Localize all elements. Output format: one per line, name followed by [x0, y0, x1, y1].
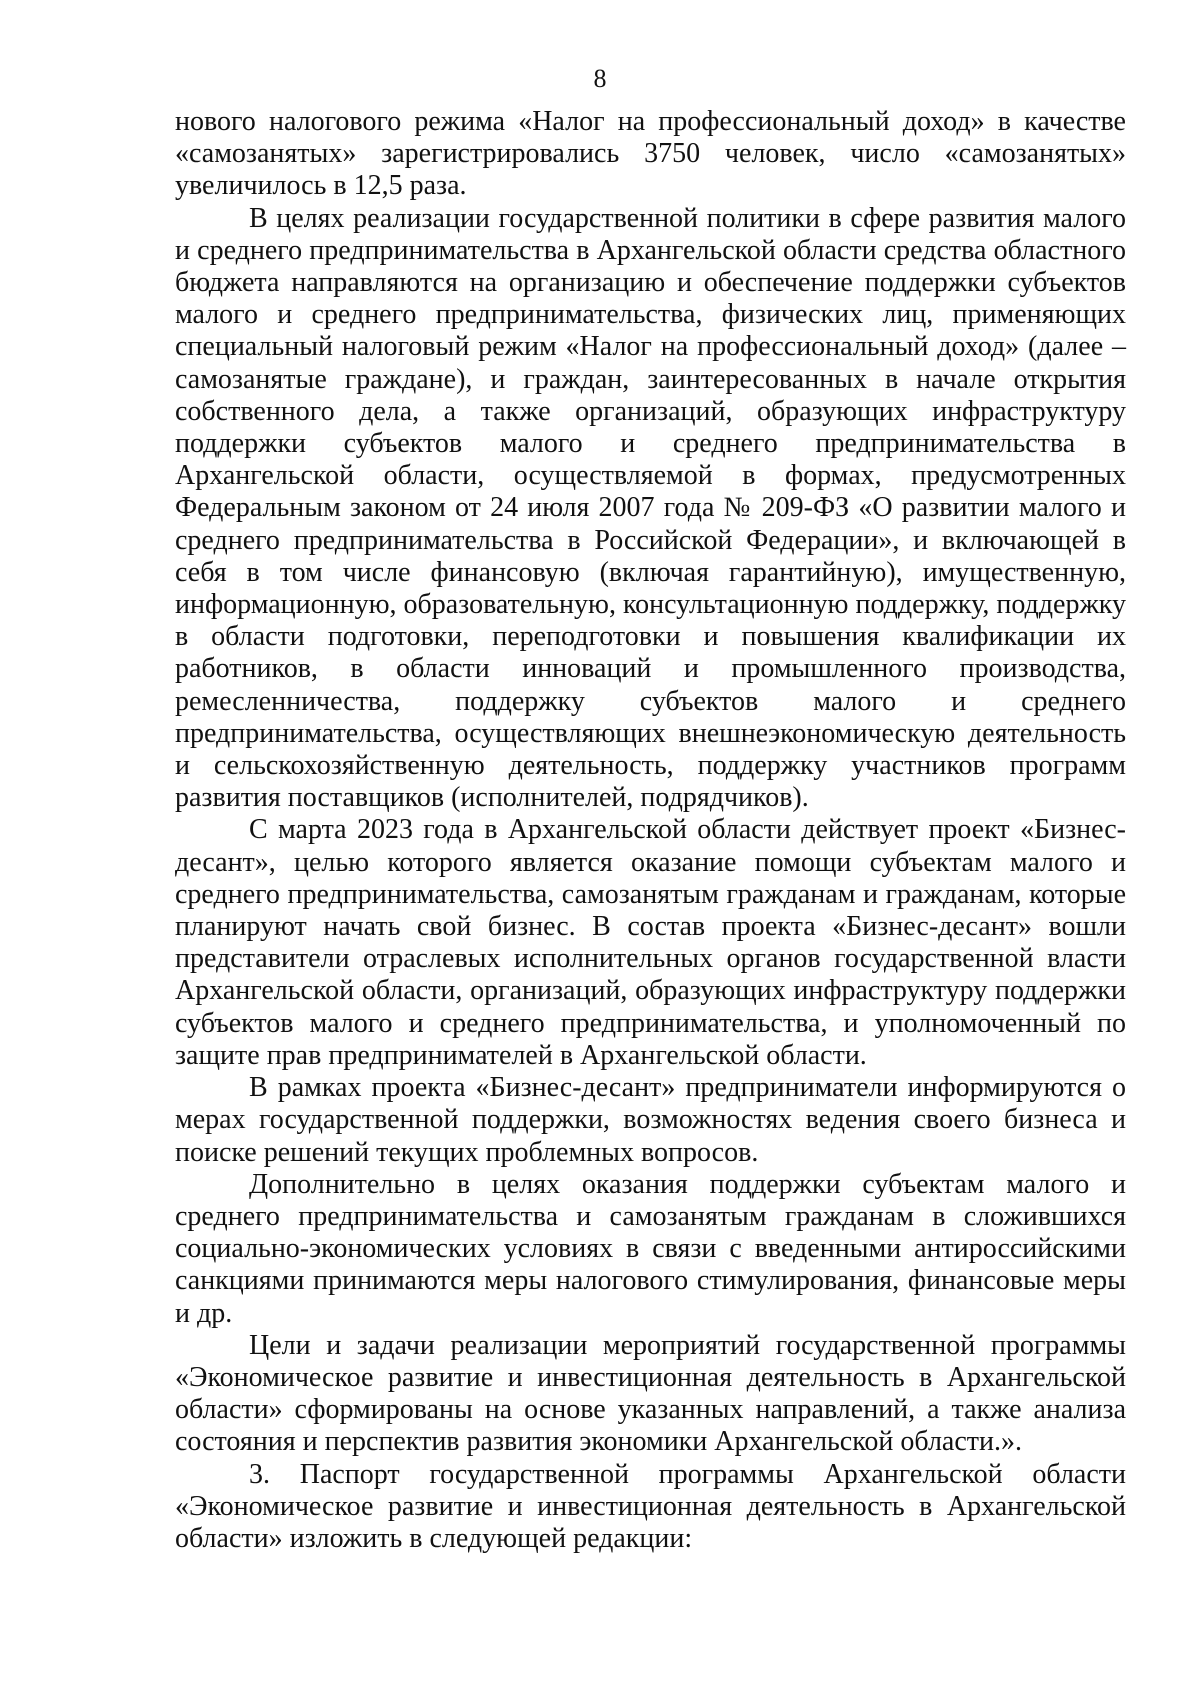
paragraph-program-passport-item: 3. Паспорт государственной программы Архангельской области «Экономическое развитие и инвестиционная деятельность в Архангельской области» изложить в следующей редакции:	[175, 1458, 1126, 1554]
document-body	[175, 106, 1126, 1555]
page-number: 8	[593, 64, 607, 93]
paragraph-self-employed-stats: нового налогового режима «Налог на профессиональный доход» в качестве «самозанятых» зарегистрировались 3750 человек, число «самозанятых» увеличилось в 12,5 раза.	[175, 106, 1126, 202]
paragraph-business-desant-information: В рамках проекта «Бизнес-десант» предприниматели информируются о мерах государственной поддержки, возможностях ведения своего бизнеса и поиске решений текущих проблемных вопросов.	[175, 1072, 1126, 1168]
paragraph-program-goals: Цели и задачи реализации мероприятий государственной программы «Экономическое развитие и инвестиционная деятельность в Архангельской области» сформированы на основе указанных направлений, а также анализа состояния и перспектив развития экономики Архангельской области.».	[175, 1329, 1126, 1458]
paragraph-additional-support-measures: Дополнительно в целях оказания поддержки субъектам малого и среднего предпринимательства и самозанятым гражданам в сложившихся социально-экономических условиях в связи с введенными антироссийскими санкциями принимаются меры налогового стимулирования, финансовые меры и др.	[175, 1168, 1126, 1329]
paragraph-sme-support-policy: В целях реализации государственной политики в сфере развития малого и среднего предпринимательства в Архангельской области средства областного бюджета направляются на организацию и обеспечение поддержки субъектов малого и среднего предпринимательства, физических лиц, применяющих специальный налоговый режим «Налог на профессиональный доход» (далее – самозанятые граждане), и граждан, заинтересованных в начале открытия собственного дела, а также организаций, образующих инфраструктуру поддержки субъектов малого и среднего предпринимательства в Архангельской области, осуществляемой в формах, предусмотренных Федеральным законом от 24 июля 2007 года № 209-ФЗ «О развитии малого и среднего предпринимательства в Российской Федерации», и включающей в себя в том числе финансовую (включая гарантийную), имущественную, информационную, образовательную, консультационную поддержку, поддержку в области подготовки, переподготовки и повышения квалификации их работников, в области инноваций и промышленного производства, ремесленничества, поддержку субъектов малого и среднего предпринимательства, осуществляющих внешнеэкономическую деятельность и сельскохозяйственную деятельность, поддержку участников программ развития поставщиков (исполнителей, подрядчиков).	[175, 202, 1126, 814]
paragraph-business-desant-project: С марта 2023 года в Архангельской области действует проект «Бизнес-десант», целью которого является оказание помощи субъектам малого и среднего предпринимательства, самозанятым гражданам и гражданам, которые планируют начать свой бизнес. В состав проекта «Бизнес-десант» вошли представители отраслевых исполнительных органов государственной власти Архангельской области, организаций, образующих инфраструктуру поддержки субъектов малого и среднего предпринимательства, и уполномоченный по защите прав предпринимателей в Архангельской области.	[175, 814, 1126, 1071]
